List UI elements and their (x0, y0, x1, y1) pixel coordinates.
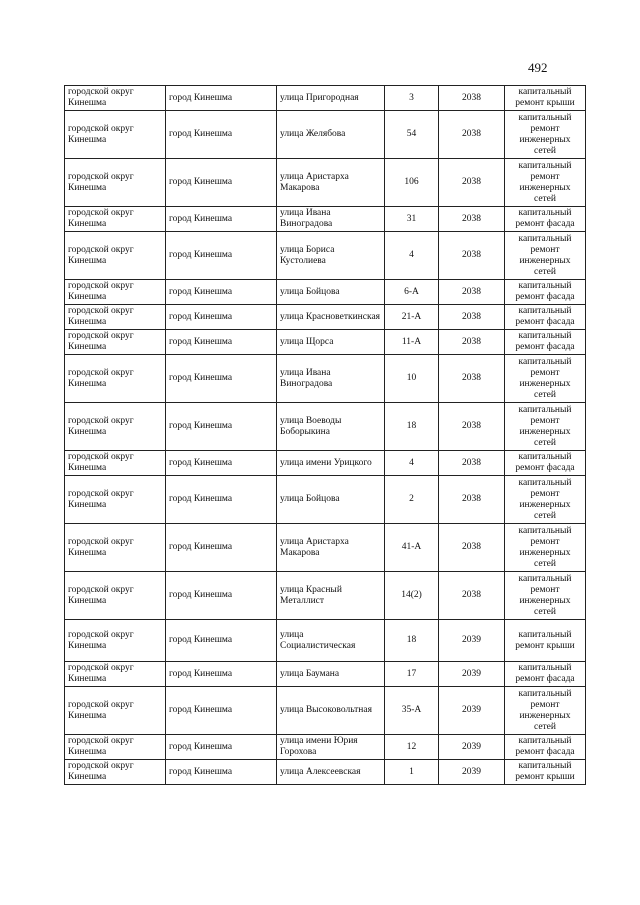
cell-street: улица Красный Металлист (277, 572, 385, 620)
cell-house-number: 14(2) (385, 572, 439, 620)
cell-street: улица Аристарха Макарова (277, 159, 385, 207)
cell-street: улица Красноветкинская (277, 305, 385, 330)
cell-work-type: капитальный ремонт крыши (505, 760, 586, 785)
cell-year: 2038 (439, 111, 505, 159)
cell-house-number: 4 (385, 451, 439, 476)
cell-work-type: капитальный ремонт инженерных сетей (505, 159, 586, 207)
cell-year: 2038 (439, 572, 505, 620)
table-row (65, 403, 586, 451)
cell-okrug: городской округ Кинешма (65, 451, 166, 476)
cell-year: 2039 (439, 620, 505, 662)
cell-year: 2038 (439, 476, 505, 524)
cell-street: улица Аристарха Макарова (277, 524, 385, 572)
cell-street: улица Бориса Кустолиева (277, 232, 385, 280)
cell-city: город Кинешма (166, 524, 277, 572)
cell-work-type: капитальный ремонт крыши (505, 86, 586, 111)
cell-okrug: городской округ Кинешма (65, 662, 166, 687)
cell-year: 2039 (439, 662, 505, 687)
cell-city: город Кинешма (166, 662, 277, 687)
cell-house-number: 106 (385, 159, 439, 207)
cell-okrug: городской округ Кинешма (65, 111, 166, 159)
cell-street: улица Ивана Виноградова (277, 355, 385, 403)
cell-okrug: городской округ Кинешма (65, 280, 166, 305)
table-row (65, 232, 586, 280)
table-row (65, 735, 586, 760)
table-row (65, 280, 586, 305)
table-row (65, 572, 586, 620)
cell-street: улица Щорса (277, 330, 385, 355)
cell-okrug: городской округ Кинешма (65, 86, 166, 111)
cell-city: город Кинешма (166, 620, 277, 662)
cell-city: город Кинешма (166, 403, 277, 451)
cell-work-type: капитальный ремонт инженерных сетей (505, 524, 586, 572)
cell-work-type: капитальный ремонт инженерных сетей (505, 687, 586, 735)
cell-street: улица Пригородная (277, 86, 385, 111)
cell-city: город Кинешма (166, 760, 277, 785)
cell-work-type: капитальный ремонт крыши (505, 620, 586, 662)
cell-work-type: капитальный ремонт фасада (505, 207, 586, 232)
cell-house-number: 1 (385, 760, 439, 785)
cell-year: 2038 (439, 403, 505, 451)
cell-okrug: городской округ Кинешма (65, 524, 166, 572)
cell-house-number: 18 (385, 620, 439, 662)
cell-house-number: 31 (385, 207, 439, 232)
cell-street: улица Воеводы Боборыкина (277, 403, 385, 451)
cell-work-type: капитальный ремонт фасада (505, 735, 586, 760)
cell-work-type: капитальный ремонт фасада (505, 451, 586, 476)
cell-year: 2038 (439, 280, 505, 305)
cell-house-number: 35-А (385, 687, 439, 735)
cell-work-type: капитальный ремонт инженерных сетей (505, 355, 586, 403)
cell-work-type: капитальный ремонт инженерных сетей (505, 111, 586, 159)
cell-year: 2038 (439, 207, 505, 232)
cell-street: улица Социалистическая (277, 620, 385, 662)
table-row (65, 524, 586, 572)
cell-year: 2039 (439, 760, 505, 785)
table-row (65, 86, 586, 111)
cell-work-type: капитальный ремонт фасада (505, 280, 586, 305)
cell-okrug: городской округ Кинешма (65, 355, 166, 403)
cell-house-number: 18 (385, 403, 439, 451)
cell-year: 2039 (439, 735, 505, 760)
cell-okrug: городской округ Кинешма (65, 305, 166, 330)
cell-year: 2038 (439, 86, 505, 111)
cell-street: улица Желябова (277, 111, 385, 159)
table-row (65, 620, 586, 662)
table-row (65, 760, 586, 785)
cell-house-number: 17 (385, 662, 439, 687)
cell-okrug: городской округ Кинешма (65, 687, 166, 735)
table-row (65, 207, 586, 232)
cell-house-number: 6-А (385, 280, 439, 305)
cell-city: город Кинешма (166, 330, 277, 355)
cell-street: улица Высоковольтная (277, 687, 385, 735)
cell-city: город Кинешма (166, 687, 277, 735)
cell-okrug: городской округ Кинешма (65, 760, 166, 785)
cell-city: город Кинешма (166, 572, 277, 620)
cell-okrug: городской округ Кинешма (65, 572, 166, 620)
cell-city: город Кинешма (166, 735, 277, 760)
cell-street: улица Бойцова (277, 476, 385, 524)
table-row (65, 159, 586, 207)
cell-okrug: городской округ Кинешма (65, 159, 166, 207)
table-row (65, 476, 586, 524)
cell-okrug: городской округ Кинешма (65, 735, 166, 760)
cell-year: 2038 (439, 305, 505, 330)
cell-city: город Кинешма (166, 451, 277, 476)
cell-street: улица Баумана (277, 662, 385, 687)
cell-city: город Кинешма (166, 476, 277, 524)
cell-city: город Кинешма (166, 111, 277, 159)
table-row (65, 305, 586, 330)
cell-house-number: 54 (385, 111, 439, 159)
cell-work-type: капитальный ремонт фасада (505, 662, 586, 687)
cell-city: город Кинешма (166, 86, 277, 111)
cell-work-type: капитальный ремонт инженерных сетей (505, 232, 586, 280)
table-row (65, 111, 586, 159)
cell-year: 2038 (439, 159, 505, 207)
cell-year: 2038 (439, 451, 505, 476)
cell-house-number: 12 (385, 735, 439, 760)
cell-street: улица Алексеевская (277, 760, 385, 785)
cell-okrug: городской округ Кинешма (65, 476, 166, 524)
cell-street: улица имени Урицкого (277, 451, 385, 476)
cell-year: 2038 (439, 232, 505, 280)
cell-year: 2038 (439, 524, 505, 572)
cell-city: город Кинешма (166, 159, 277, 207)
cell-city: город Кинешма (166, 207, 277, 232)
repair-schedule-table (64, 85, 586, 785)
cell-year: 2038 (439, 355, 505, 403)
cell-okrug: городской округ Кинешма (65, 403, 166, 451)
table-row (65, 687, 586, 735)
table-row (65, 330, 586, 355)
cell-work-type: капитальный ремонт инженерных сетей (505, 403, 586, 451)
cell-okrug: городской округ Кинешма (65, 620, 166, 662)
cell-year: 2038 (439, 330, 505, 355)
cell-okrug: городской округ Кинешма (65, 207, 166, 232)
cell-house-number: 3 (385, 86, 439, 111)
cell-okrug: городской округ Кинешма (65, 232, 166, 280)
cell-city: город Кинешма (166, 280, 277, 305)
page-number: 492 (528, 60, 548, 75)
cell-work-type: капитальный ремонт фасада (505, 305, 586, 330)
cell-house-number: 10 (385, 355, 439, 403)
table-body (65, 86, 586, 785)
table-row (65, 662, 586, 687)
cell-street: улица Ивана Виноградова (277, 207, 385, 232)
cell-work-type: капитальный ремонт фасада (505, 330, 586, 355)
cell-house-number: 4 (385, 232, 439, 280)
cell-house-number: 11-А (385, 330, 439, 355)
cell-work-type: капитальный ремонт инженерных сетей (505, 572, 586, 620)
cell-house-number: 2 (385, 476, 439, 524)
cell-city: город Кинешма (166, 355, 277, 403)
table-row (65, 355, 586, 403)
cell-work-type: капитальный ремонт инженерных сетей (505, 476, 586, 524)
cell-house-number: 21-А (385, 305, 439, 330)
cell-street: улица имени Юрия Горохова (277, 735, 385, 760)
cell-okrug: городской округ Кинешма (65, 330, 166, 355)
table-row (65, 451, 586, 476)
cell-year: 2039 (439, 687, 505, 735)
cell-street: улица Бойцова (277, 280, 385, 305)
cell-city: город Кинешма (166, 232, 277, 280)
cell-city: город Кинешма (166, 305, 277, 330)
cell-house-number: 41-А (385, 524, 439, 572)
